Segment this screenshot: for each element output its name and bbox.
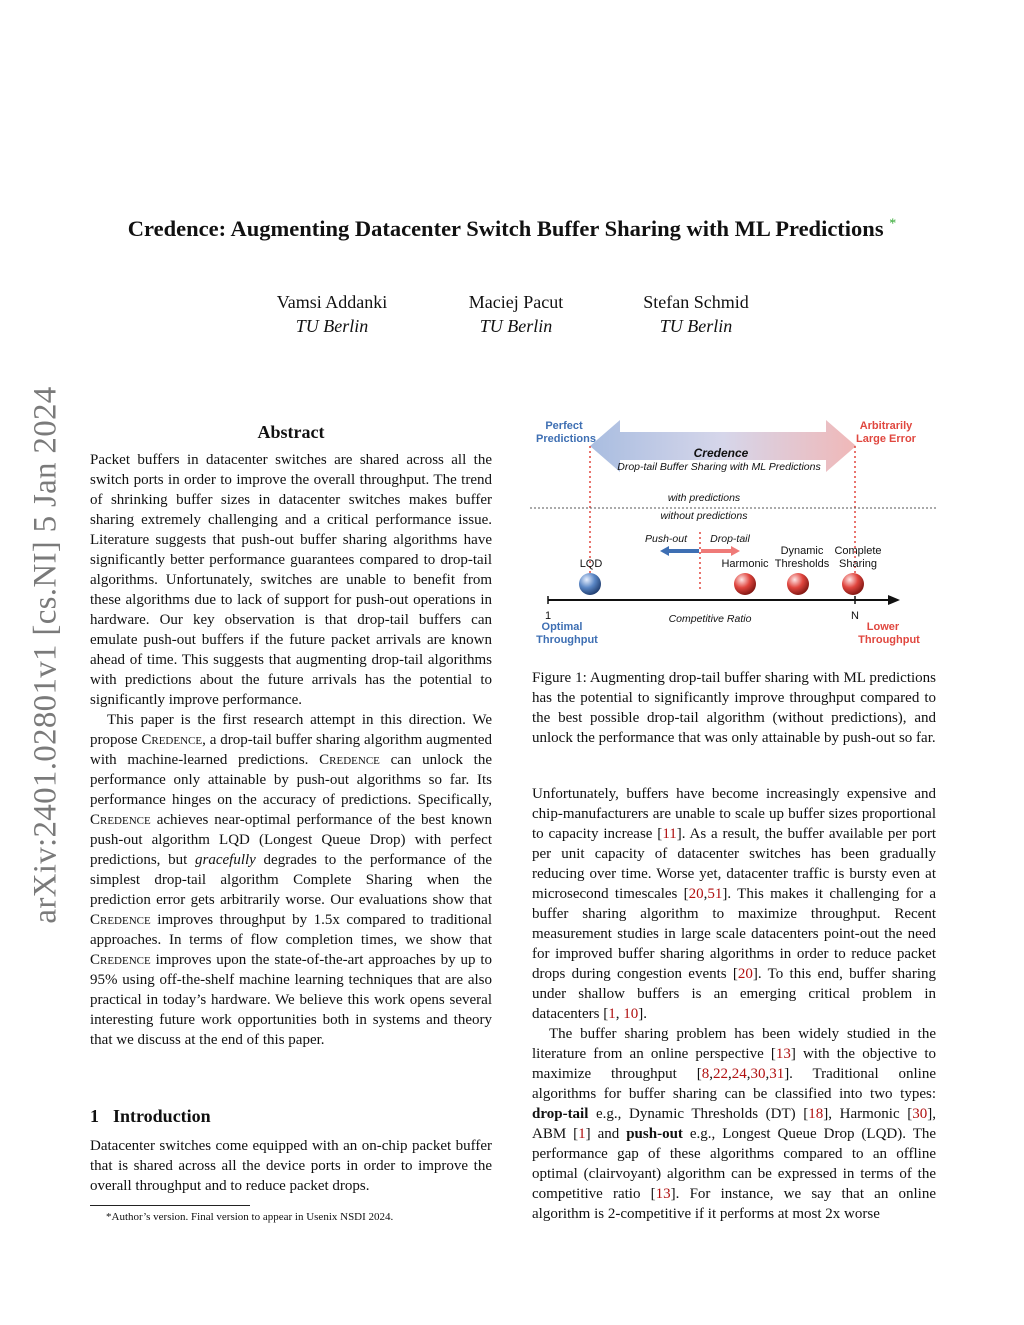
- without-predictions-label: without predictions: [660, 510, 748, 522]
- citation-link[interactable]: 20: [688, 886, 704, 902]
- paper-title: Credence: Augmenting Datacenter Switch Buffer Sharing with ML Predictions *: [127, 216, 897, 241]
- dynamic-thresholds-label-line2: Thresholds: [774, 558, 830, 570]
- abstract-paragraph-1: Packet buffers in datacenter switches are shared across all the switch ports in order to improve the overall throughput. The trend of shrinking buffer sizes in datacenter switches makes buffer sharing extremely challenging and a critical performance issue. Literature suggests that push-out buffer sharing algorithms have significantly better performance guarantees compared to drop-tail algorithms. Unfortunately, switches are unable to benefit from these algorithms due to lack of support for push-out operations in hardware. Our key observation is that drop-tail buffers can emulate push-out buffers if the future packet arrivals are known ahead of time. This suggests that augmenting drop-tail algorithms with predictions about the future arrivals has the potential to significantly improve performance.: [90, 452, 492, 708]
- citation-link[interactable]: 11: [662, 826, 677, 842]
- abstract-heading: Abstract: [257, 422, 325, 442]
- citation-link[interactable]: 13: [655, 1186, 671, 1202]
- right-paragraph-2: The buffer sharing problem has been widely studied in the literature from an online perspective [13] with the objective to maximize throughput [8,22,24,30,31]. Traditional online algorithms for buffer sharing can be classified into two types: drop-tail e.g., Dynamic Thresholds (DT) [18], Harmonic [30], ABM [1] and push-out e.g., Longest Queue Drop (LQD). The performance gap of these algorithms compared to an offline optimal (clairvoyant) algorithm can be expressed in terms of the competitive ratio [13]. For instance, we say that an online algorithm is 2-competitive if it performs at most 2x worse: [532, 1026, 937, 1222]
- section-heading-introduction: 1 Introduction: [90, 1106, 211, 1126]
- figure-1: [528, 412, 938, 652]
- complete-sharing-marker: [842, 573, 864, 595]
- citation-link[interactable]: 20: [737, 966, 753, 982]
- author-3: Stefan Schmid TU Berlin: [643, 292, 749, 336]
- author-1: Vamsi Addanki TU Berlin: [276, 292, 388, 336]
- citation-link[interactable]: 13: [775, 1046, 791, 1062]
- citation-link[interactable]: 31: [769, 1066, 785, 1082]
- axis-title: Competitive Ratio: [668, 613, 752, 625]
- citation-link[interactable]: 1: [578, 1126, 586, 1142]
- right-paragraph-1: Unfortunately, buffers have become increasingly expensive and chip-manufacturers are unable to scale up buffer sizes proportional to capacity increase [11]. As a result, the buffer available per port per unit capacity of datacenter switches has been gradually reducing over time. Worse yet, datacenter traffic is bursty even at microsecond timescales [20,51]. This makes it challenging for a buffer sharing algorithm to maximize throughput. Recent measurement studies in large scale datacenters point-out the need for improved buffer sharing algorithms in order to reduce packet drops during congestion events [20]. To this end, buffer sharing under shallow buffers is an emerging critical problem in datacenters [1, 10].: [532, 786, 937, 1022]
- with-predictions-label: with predictions: [667, 492, 741, 504]
- figure-1-caption: Figure 1: Augmenting drop-tail buffer sharing with ML predictions has the potential to significantly improve throughput compared to the best possible drop-tail algorithm (without predictions), and unlock the performance that was only attainable by push-out so far.: [532, 670, 936, 746]
- drop-tail-label: Drop-tail: [710, 533, 750, 545]
- citation-link[interactable]: 10: [623, 1006, 639, 1022]
- perfect-predictions-label: Perfect: [545, 420, 583, 432]
- axis-start-label: 1: [544, 610, 552, 622]
- citation-link[interactable]: 51: [707, 886, 723, 902]
- right-column-body: [532, 784, 936, 1224]
- complete-sharing-label-line2: Sharing: [839, 558, 877, 570]
- credence-arrow-title: Credence: [693, 446, 749, 460]
- harmonic-marker: [734, 573, 756, 595]
- competitive-ratio-axis-head: [888, 595, 900, 605]
- optimal-throughput-label-line2: Throughput: [536, 634, 598, 646]
- push-out-label: Push-out: [644, 533, 688, 545]
- push-out-arrow-head: [660, 546, 669, 556]
- footnote-rule: [90, 1205, 250, 1206]
- abstract-body: [90, 450, 492, 1050]
- optimal-throughput-label: Optimal: [541, 621, 583, 633]
- dynamic-thresholds-marker: [787, 573, 809, 595]
- citation-link[interactable]: 8: [701, 1066, 710, 1082]
- citation-link[interactable]: 18: [808, 1106, 824, 1122]
- perfect-predictions-label-line2: Predictions: [536, 433, 596, 445]
- large-error-label-line2: Large Error: [856, 433, 916, 445]
- author-2: Maciej Pacut TU Berlin: [468, 292, 564, 336]
- citation-link[interactable]: 24: [731, 1066, 747, 1082]
- harmonic-label: Harmonic: [721, 558, 769, 570]
- axis-end-label: N: [851, 610, 859, 622]
- citation-link[interactable]: 30: [750, 1066, 766, 1082]
- dynamic-thresholds-label: Dynamic: [780, 545, 824, 557]
- abstract-paragraph-2: This paper is the first research attempt in this direction. We propose Credence, a drop-tail buffer sharing algorithm augmented with machine-learned predictions. Credence can unlock the performance only attainable by push-out algorithms so far. Its performance hinges on the accuracy of predictions. Specifically, Credence achieves near-optimal performance of the best known push-out algorithm LQD (Longest Queue Drop) with perfect predictions, but gracefully degrades to the performance of the simplest drop-tail algorithm Complete Sharing when the prediction error gets arbitrarily worse. Our evaluations show that Credence improves throughput by 1.5x compared to traditional approaches. In terms of flow completion times, we show that Credence improves upon the state-of-the-art approaches by up to 95% using off-the-shelf machine learning techniques that are also practical in today’s hardware. We believe this work opens several interesting future work opportunities both in systems and theory that we discuss at the end of this paper.: [90, 712, 492, 1048]
- lqd-marker: [579, 573, 601, 595]
- credence-arrow-subtitle: Drop-tail Buffer Sharing with ML Predictions: [617, 461, 821, 473]
- large-error-label: Arbitrarily: [859, 420, 913, 432]
- citation-link[interactable]: 22: [712, 1066, 728, 1082]
- footnote: *Author’s version. Final version to appear in Usenix NSDI 2024.: [106, 1211, 394, 1223]
- lqd-label: LQD: [579, 558, 603, 570]
- lower-throughput-label: Lower: [866, 621, 900, 633]
- title-footnote-mark: *: [889, 216, 897, 232]
- citation-link[interactable]: 1: [608, 1006, 616, 1022]
- introduction-paragraph: Datacenter switches come equipped with an on-chip packet buffer that is shared across all the device ports in order to improve the overall throughput and to reduce packet drops.: [90, 1138, 492, 1194]
- citation-link[interactable]: 30: [912, 1106, 928, 1122]
- drop-tail-arrow-head: [731, 546, 740, 556]
- lower-throughput-label-line2: Throughput: [858, 634, 920, 646]
- arxiv-identifier: arXiv:2401.02801v1 [cs.NI] 5 Jan 2024: [27, 386, 64, 924]
- complete-sharing-label: Complete: [834, 545, 882, 557]
